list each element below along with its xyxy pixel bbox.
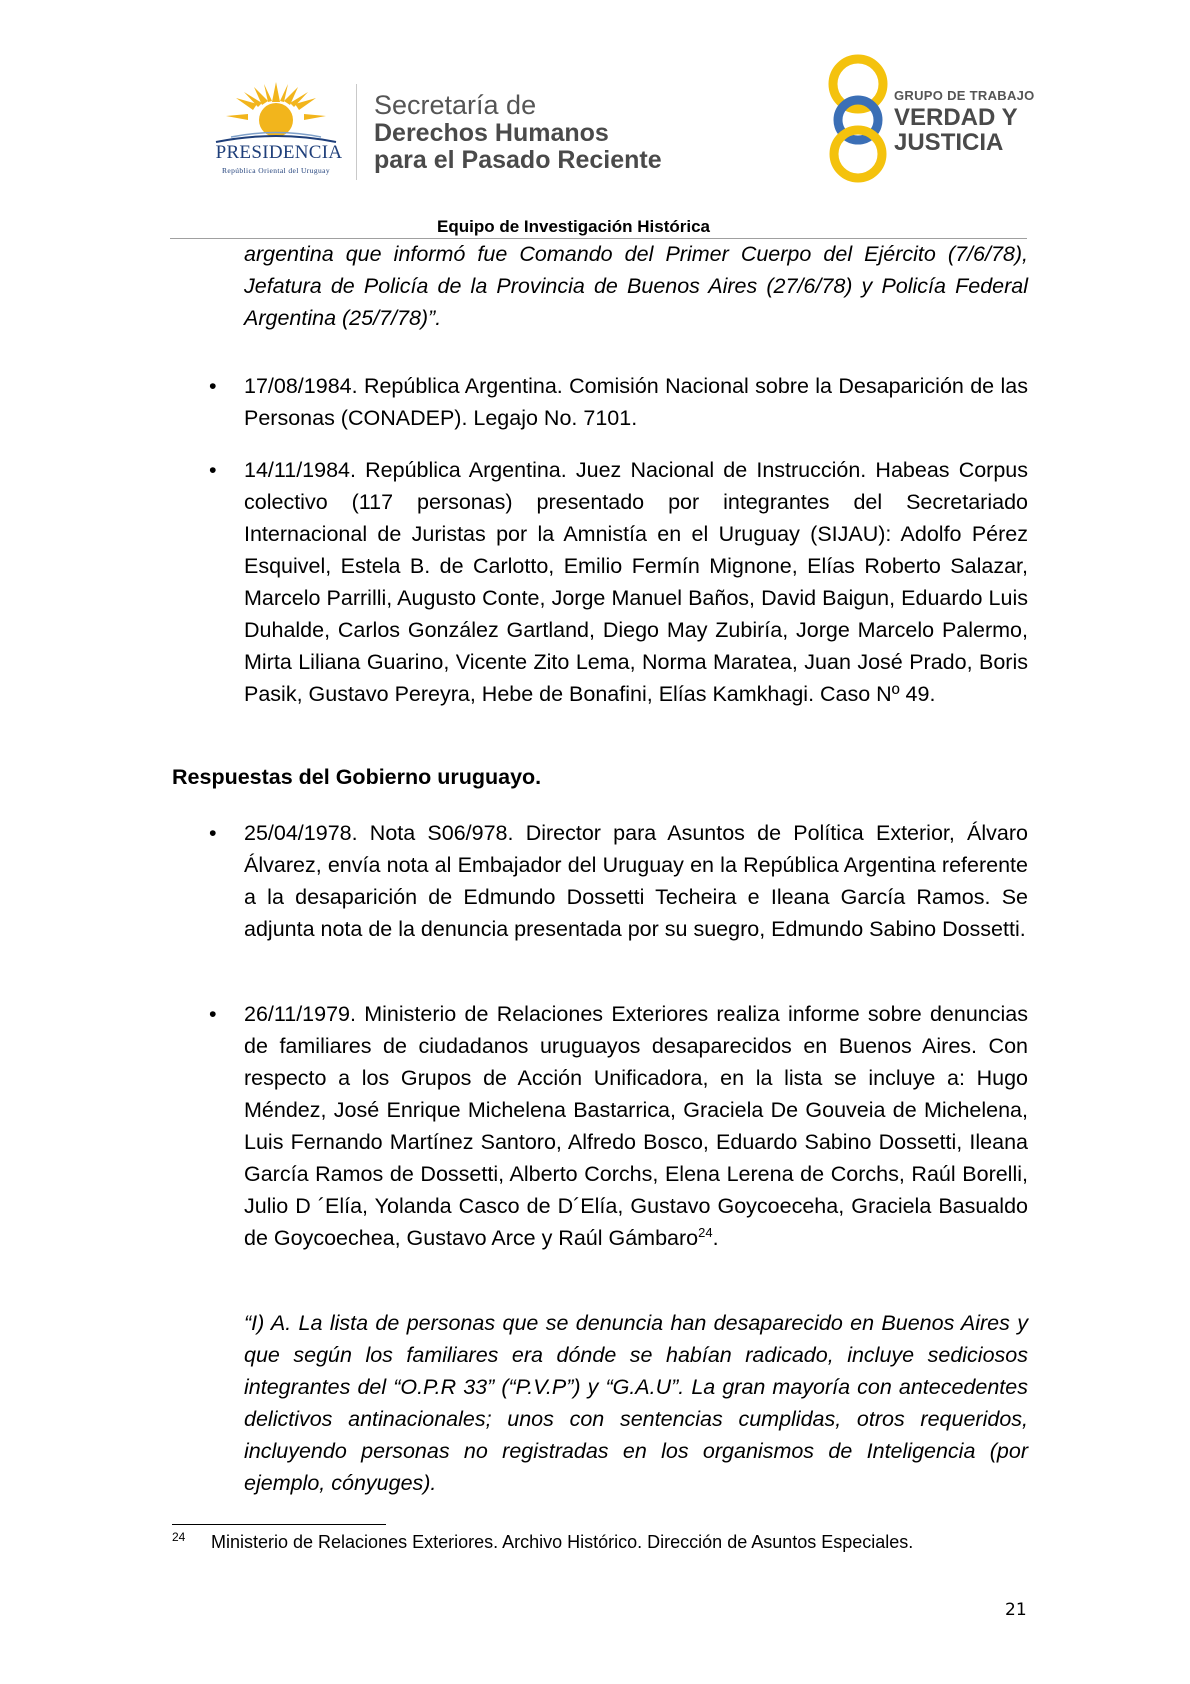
list-item-text: 26/11/1979. Ministerio de Relaciones Exteriores realiza informe sobre denuncias de familiares de ciudadanos uruguayos desaparecidos en Buenos Aires. Con respecto a los Grupos de Acción Unificadora, en la lista se incluye a: Hugo Méndez, José Enrique Michelena Bastarrica, Graciela De Gouveia de Michelena, Luis Fernando Martínez Santoro, Alfredo Bosco, Eduardo Sabino Dossetti, Ileana García Ramos de Dossetti, Alberto Corchs, Elena Lerena de Corchs, Raúl Borelli, Julio D ´Elía, Yolanda Casco de D´Elía, Gustavo Goycoeceha, Graciela Basualdo de Goycoechea, Gustavo Arce y Raúl Gámbaro: [244, 1002, 1028, 1250]
footnote-text: Ministerio de Relaciones Exteriores. Archivo Histórico. Dirección de Asuntos Especiales.: [211, 1532, 914, 1552]
secretaria-line-3: para el Pasado Reciente: [374, 146, 662, 174]
gtvj-line-3: JUSTICIA: [894, 129, 1004, 156]
presidencia-subtitle: República Oriental del Uruguay: [221, 166, 330, 175]
quote-block: “I) A. La lista de personas que se denuncia han desaparecido en Buenos Aires y que según los familiares era dónde se habían radicado, incluye sediciosos integrantes del “O.P.R 33” (“P.V.P”) y “G.A.U”. La gran mayoría con antecedentes delictivos antinacionales; unos con sentencias cumplidas, otros requeridos, incluyendo personas no registradas en los organismos de Inteligencia (por ejemplo, cónyuges).: [244, 1311, 1028, 1495]
footnote-number: 24: [172, 1530, 186, 1544]
page-number: 21: [1005, 1600, 1027, 1620]
list-item: 25/04/1978. Nota S06/978. Director para Asuntos de Política Exterior, Álvaro Álvarez, envía nota al Embajador del Uruguay en la República Argentina referente a la desaparición de Edmundo Dossetti Techeira e Ileana García Ramos. Se adjunta nota de la denuncia presentada por su suegro, Edmundo Sabino Dossetti.: [244, 821, 1028, 941]
list-item: 14/11/1984. República Argentina. Juez Nacional de Instrucción. Habeas Corpus colectivo (117 personas) presentado por integrantes del Secretariado Internacional de Juristas por la Amnistía en el Uruguay (SIJAU): Adolfo Pérez Esquivel, Estela B. de Carlotto, Emilio Fermín Mignone, Elías Roberto Salazar, Marcelo Parrilli, Augusto Conte, Jorge Manuel Baños, David Baigun, Eduardo Luis Duhalde, Carlos González Gartland, Diego May Zubiría, Jorge Marcelo Palermo, Mirta Liliana Guarino, Vicente Zito Lema, Norma Maratea, Juan José Prado, Boris Pasik, Gustavo Pereyra, Hebe de Bonafini, Elías Kamkhagi. Caso Nº 49.: [244, 458, 1028, 706]
sun-icon: [196, 80, 356, 150]
presidencia-name: PRESIDENCIA: [215, 142, 343, 163]
bullet-marker: •: [209, 821, 217, 845]
list-item: [244, 998, 1028, 1254]
quote-continuation: argentina que informó fue Comando del Primer Cuerpo del Ejército (7/6/78), Jefatura de Policía de la Provincia de Buenos Aires (27/6/78) y Policía Federal Argentina (25/7/78)”.: [244, 242, 1028, 330]
secretaria-line-2: Derechos Humanos: [374, 119, 609, 147]
secretaria-logo-text: [374, 90, 662, 174]
secretaria-line-1: Secretaría de: [374, 90, 537, 120]
footnote-ref[interactable]: 24: [698, 1224, 713, 1240]
footnote-rule: [172, 1524, 386, 1525]
bullet-marker: •: [209, 458, 217, 482]
team-title: Equipo de Investigación Histórica: [437, 217, 710, 236]
presidencia-logo: [196, 80, 356, 180]
section-heading: Respuestas del Gobierno uruguayo.: [172, 765, 542, 789]
rings-icon: [822, 54, 894, 184]
bullet-marker: •: [209, 374, 217, 398]
verdad-justicia-logo: [822, 54, 1035, 184]
list-item: 17/08/1984. República Argentina. Comisión Nacional sobre la Desaparición de las Personas (CONADEP). Legajo No. 7101.: [244, 374, 1028, 430]
gtvj-line-1: GRUPO DE TRABAJO: [894, 88, 1035, 103]
header-divider: [356, 84, 357, 180]
list-item-end: .: [712, 1226, 719, 1250]
gtvj-line-2: VERDAD Y: [894, 104, 1018, 131]
bullet-marker: •: [209, 1002, 217, 1026]
